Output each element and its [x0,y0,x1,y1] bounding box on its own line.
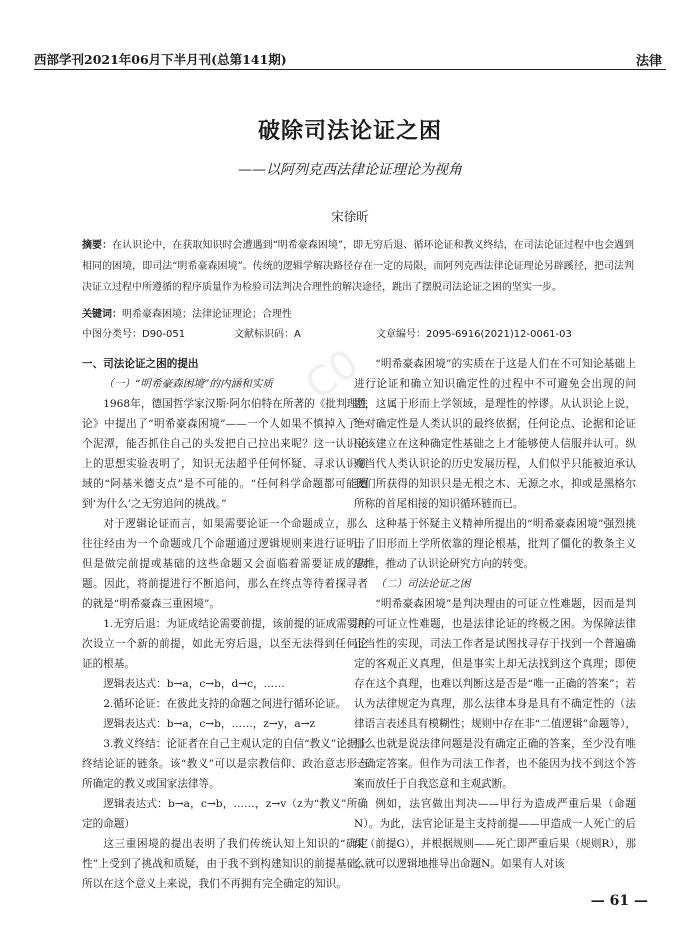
abstract-text: 在认识论中，在获取知识时会遭遇到“明希豪森困境”，即无穷后退、循环论证和教义终结，在司法论证过程中也会遇到相同的困境，即司法“明希豪森困境”。传统的逻辑学解决路径存在一定的局限，而阿列克西法律论证理论另辟蹊径，把司法判决证立过程中所遵循的程序质量作为检验司法判决合理性的解决途径，跳出了摆脱司法论证之困的坚实一步。 [82,240,635,293]
subsection-heading: （二）司法论证之困 [375,578,471,590]
page-number: — 61 — [590,893,648,909]
abstract [82,235,634,298]
watermark: C0 [297,340,368,409]
journal-header: 西部学刊2021年06月下半月刊(总第141期) [34,52,287,67]
left-column [82,354,368,894]
logic-formula: 逻辑表达式：b→a，c→b，d→c，…… [103,678,285,690]
body-paragraph: 对于逻辑论证而言，如果需要论证一个命题成立，那么往往经由为一个命题或几个命题通过逻辑规则来进行证明，但是做完前提或基础的这些命题又会面临着需要证成的问题。因此，将前提进行不断追问，那么在终点等待着探寻者的就是“明希豪森三重困境”。 [82,518,368,610]
right-column [354,354,636,874]
body-paragraph: 这种基于怀疑主义精神所提出的“明希豪森困境”强烈挑击了旧形而上学所依靠的理论根基，批判了僵化的教条主义思维，推动了认识论研究方向的转变。 [354,518,636,570]
body-paragraph: 1.无穷后退：为证成结论需要前提，该前提的证成需要再次设立一个新的前提，如此无穷后退，以至无法得到任何论证的根基。 [82,618,368,670]
keywords-text: 明希豪森困境；法律论证理论；合理性 [122,309,292,320]
logic-formula: 逻辑表达式：b→a，c→b，……，z→y，a→z [103,718,316,730]
clc-number: 中图分类号：D90-051 [82,329,186,340]
section-heading: 一、司法论证之困的提出 [82,358,199,370]
body-paragraph: “明希豪森困境”是判决理由的可证立性难题，因而是判决的可证立性难题，也是法律论证的终极之困。为保障法律正当性的实现，司法工作者是试图找寻存于找到一个普遍确定的客观正义真理，但是事实上却无法找到这个真理；即使存在这个真理，也难以判断这是否是“唯一正确的答案”；若认为法律规定为真理，那么法律本身是具有不确定性的（法律语言表述具有模糊性；规则中存在非“二值逻辑”命题等），那么也就是说法律问题是没有确定正确的答案，至少没有唯一确定答案。但作为司法工作者，也不能因为找不到这个答案而放任于自我恣意和主观武断。 [354,598,636,790]
body-paragraph: 3.教义终结：论证者在自己主观认定的自信“教义”论据上终结论证的链条。该“教义”可以是宗教信仰、政治意志形态所确定的教义或国家法律等。 [82,738,368,790]
body-paragraph: 例如，法官做出判决——甲行为造成严重后果（命题N）。为此，法官论证是主支持前提——甲造成一人死亡的后果（前提G），并根据规则——死亡即严重后果（规则R），那么就可以逻辑地推导出命题N。如果有人对该 [354,798,636,870]
header-rule [34,69,666,70]
article-subtitle: ——以阿列克西法律论证理论为视角 [238,162,462,178]
section-label: 法律 [635,54,662,69]
keywords-label: 关键词： [82,309,122,320]
body-paragraph: 这三重困境的提出表明了我们传统认知上知识的“确定性”上受到了挑战和质疑，由于我不到构建知识的前提基础，所以在这个意义上来说，我们不再拥有完全确定的知识。 [82,838,368,890]
article-number: 文章编号：2095-6916(2021)12-0061-03 [376,329,572,340]
body-paragraph: “明希豪森困境”的实质在于这是人们在不可知论基础上进行论证和确立知识确定性的过程中不可避免会出现的问题，这属于形而上学领域，是理性的悖谬。从认识论上说，绝对确定性是人类认识的最终依据，任何论点、论据和论证应该建立在这种确定性基础之上才能够使人信服并认可。纵观当代人类认识论的历史发展历程，人们似乎只能被迫承认我们所获得的知识只是无根之木、无源之水，抑或是黑格尔所称的首尾相接的知识循环链而已。 [354,358,636,510]
abstract-label: 摘要： [82,240,113,251]
keywords [82,305,634,320]
document-code: 文献标识码：A [234,329,301,340]
article-title: 破除司法论证之困 [257,118,442,144]
body-paragraph: 1968年，德国哲学家汉斯·阿尔伯特在所著的《批判理性论》中提出了“明希豪森困境”——一个人如果不慎掉入了一个泥潭，能否抓住自己的头发把自己拉出来呢？这一认识论上的思想实验表明了，知识无法超乎任何怀疑、寻求认识领域的“阿基米德支点”是不可能的。“任何科学命题都可能遭到‘为什么’之无穷追问的挑战。” [82,398,368,510]
body-paragraph: 逻辑表达式：b→a，c→b，……，z→v（z为“教义”所确定的命题） [82,798,368,830]
subsection-heading: （一）“明希豪森困境”的内涵和实质 [103,378,273,390]
body-paragraph: 2.循环论证：在彼此支持的命题之间进行循环论证。 [103,698,347,710]
author-name: 宋徐昕 [331,209,369,224]
